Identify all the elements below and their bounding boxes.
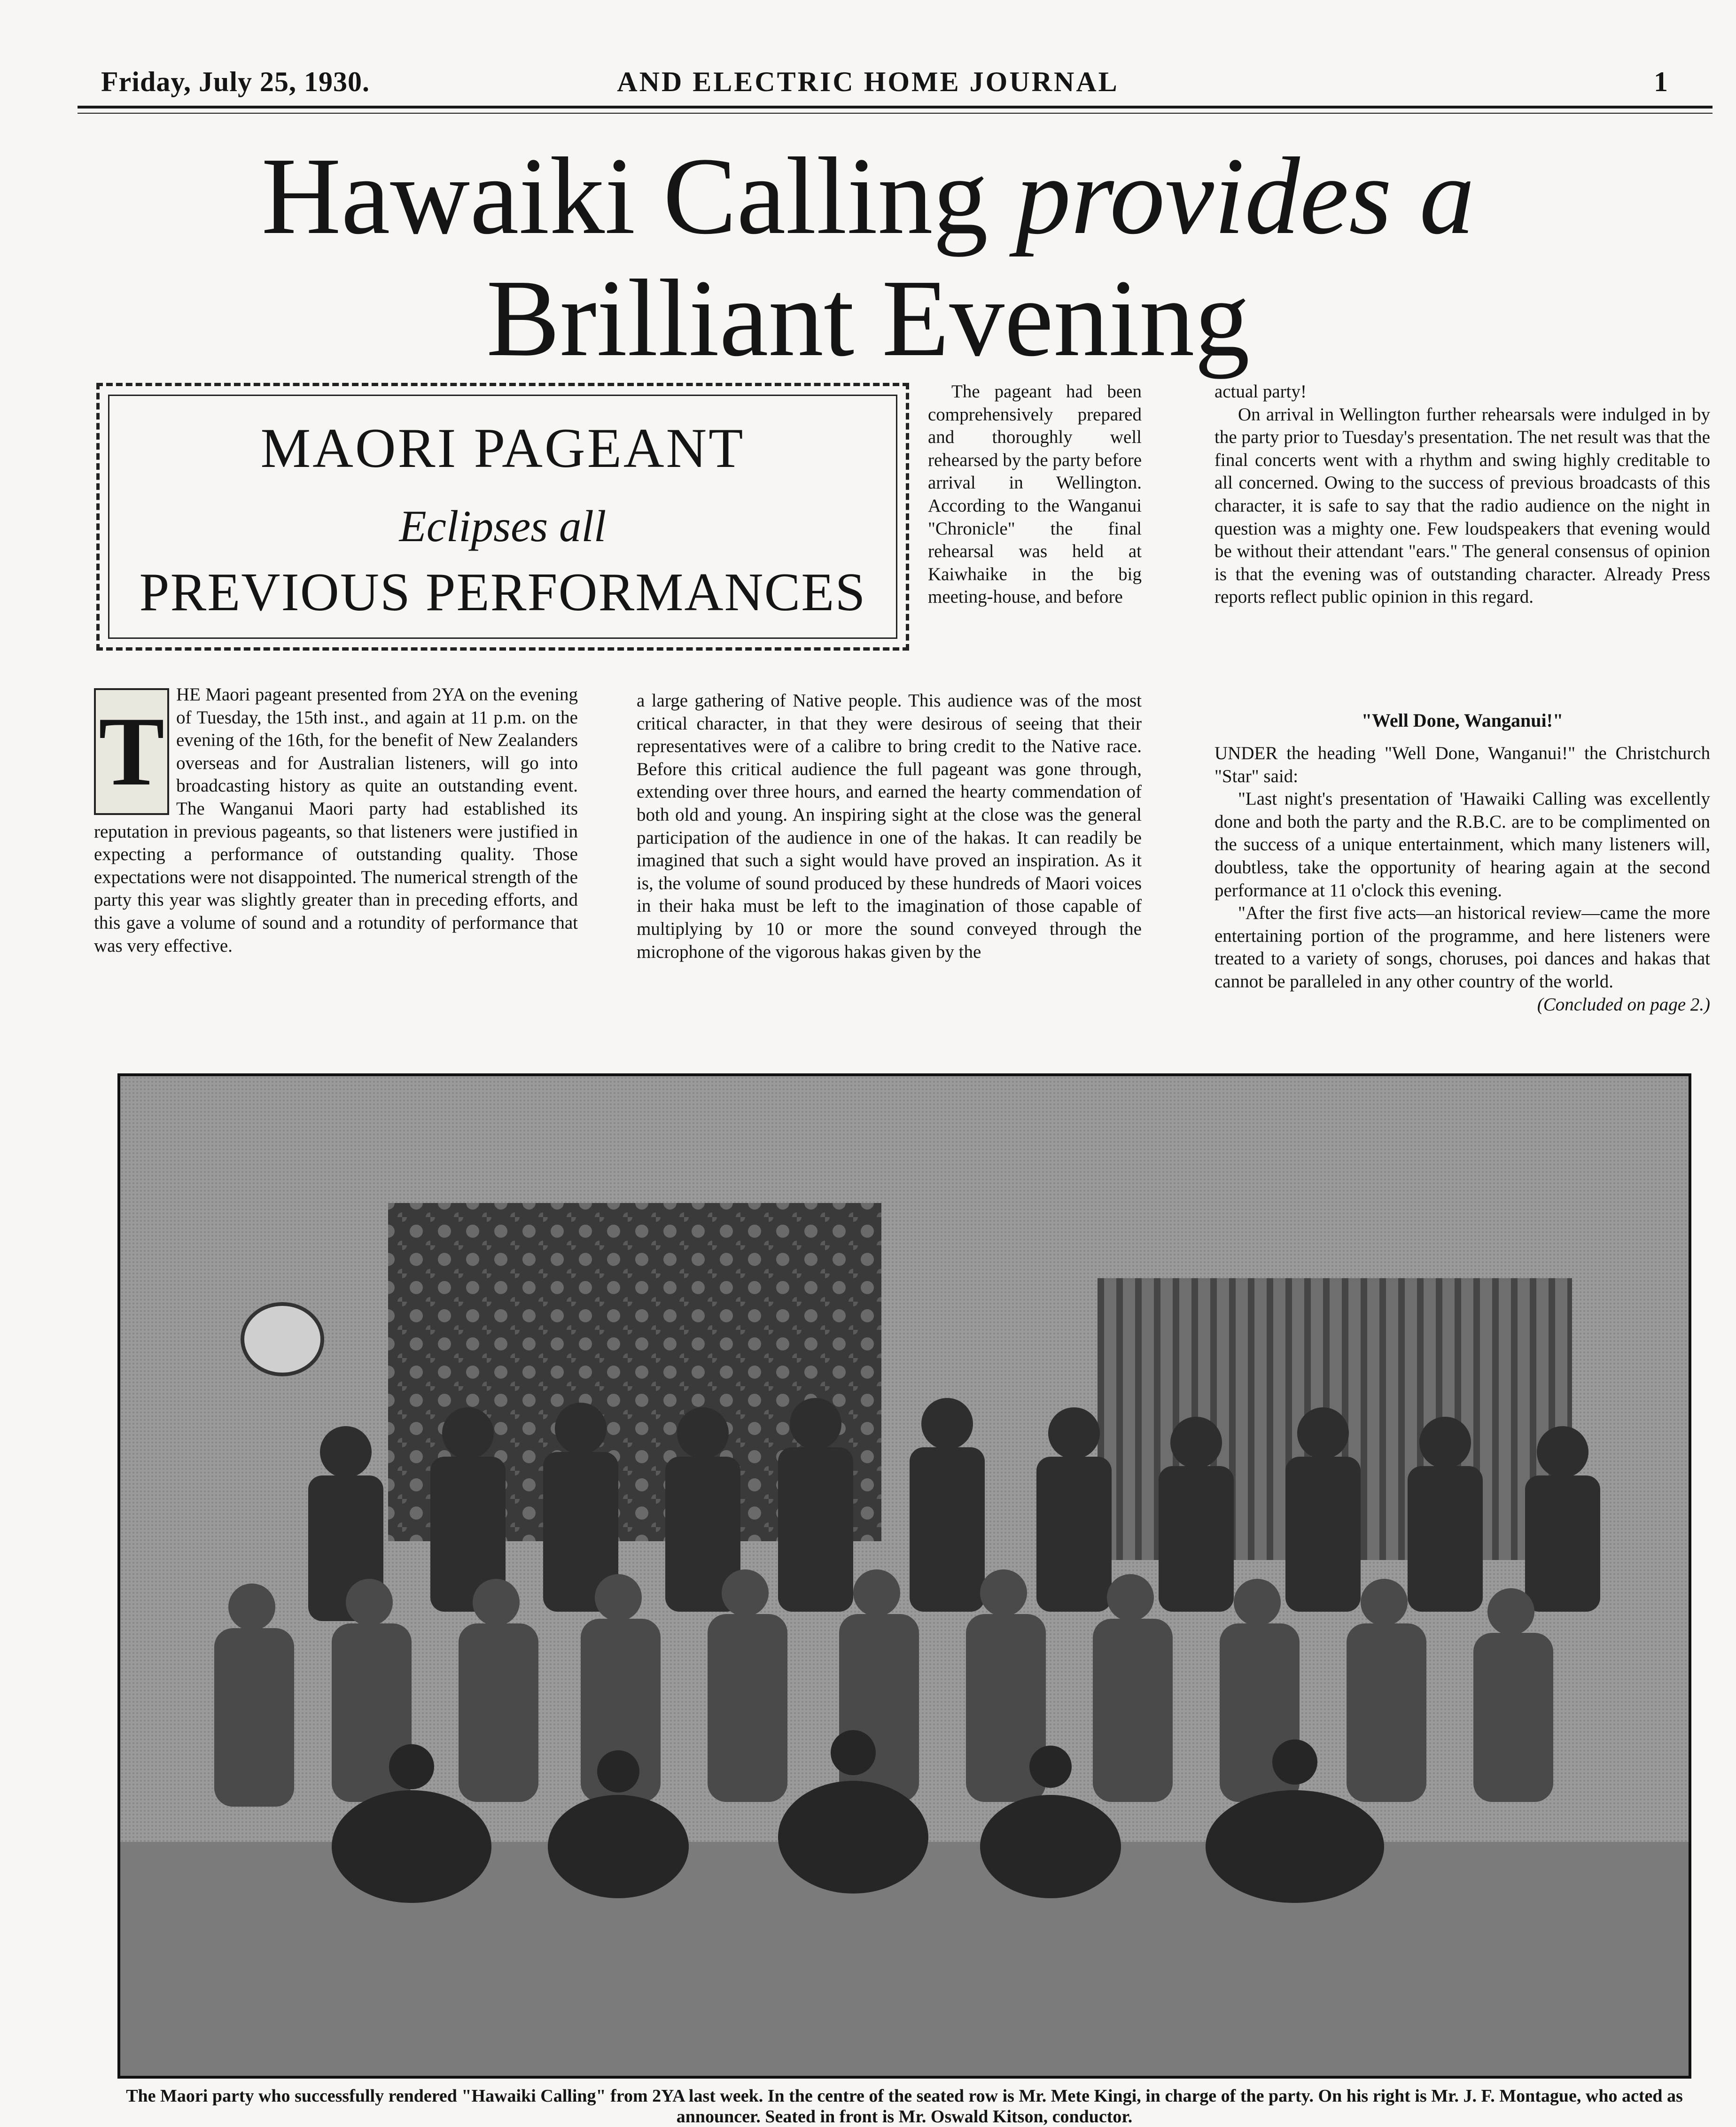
headline-line2: Brilliant Evening xyxy=(486,257,1250,379)
article-column-2-top xyxy=(928,380,1142,609)
headline-roman: Hawaiki Calling xyxy=(261,135,989,257)
continued-note: (Concluded on page 2.) xyxy=(1537,994,1710,1015)
photo-illustration xyxy=(120,1076,1689,2076)
header-rule-thin xyxy=(78,113,1713,114)
section-subheading: "Well Done, Wanganui!" xyxy=(1361,710,1564,731)
article-column-2-bottom xyxy=(637,690,1142,963)
page-number: 1 xyxy=(1654,66,1668,97)
column3-text-top: actual party! xyxy=(1214,381,1307,402)
issue-date: Friday, July 25, 1930. xyxy=(101,66,370,97)
column3-para5: "After the first five acts—an historical review—came the more entertaining portion of the programme, and here listeners were treated to a variety of songs, choruses, poi dances and hakas that cannot be paralleled in any other country of the world. xyxy=(1214,903,1710,992)
drop-cap-spacer xyxy=(94,683,176,817)
article-column-1 xyxy=(94,683,578,957)
wall-clock xyxy=(242,1304,322,1374)
article-column-3 xyxy=(1214,380,1710,609)
journal-name: AND ELECTRIC HOME JOURNAL xyxy=(617,66,1119,97)
photo-caption: The Maori party who successfully rendered "Hawaiki Calling" from 2YA last week. In the centre of the seated row is Mr. Mete Kingi, in charge of the party. On his right is Mr. J. F. Montague, who acted as announcer. Seated in front is Mr. Oswald Kitson, conductor. xyxy=(126,2086,1683,2127)
subhead-line3: PREVIOUS PERFORMANCES xyxy=(139,562,866,622)
subhead-line2: Eclipses all xyxy=(399,501,607,551)
subhead-line1: MAORI PAGEANT xyxy=(260,417,745,479)
column3-para3: UNDER the heading "Well Done, Wanganui!" the Christchurch "Star" said: xyxy=(1214,743,1710,786)
column3-para4: "Last night's presentation of 'Hawaiki Calling was excellently done and both the party and the R.B.C. are to be complimented on the success of a unique entertainment, which many listeners will, doubtless, take the opportunity of hearing again at the second performance at 11 o'clock this evening. xyxy=(1214,789,1710,900)
column2-text-top: The pageant had been comprehensively prepared and thoroughly well rehearsed by the party before arrival in Wellington. According to the Wanganui "Chronicle" the final rehearsal was held at Kaiwhaike in the big meeting-house, and before xyxy=(928,381,1142,607)
group-photograph xyxy=(117,1073,1691,2079)
header-rule xyxy=(78,106,1713,109)
drop-cap-letter: T xyxy=(98,697,165,806)
column3-para2: On arrival in Wellington further rehearsals were indulged in by the party prior to Tuesday's presentation. The net result was that the final concerts went with a rhythm and swing highly creditable to all concerned. Owing to the success of previous broadcasts of this character, it is safe to say that the radio audience on the night in question was a mighty one. Few loudspeakers that evening would be without their attendant "ears." The general consensus of opinion is that the evening was of outstanding character. Already Press reports reflect public opinion in this regard. xyxy=(1214,404,1710,607)
column2-text-bottom: a large gathering of Native people. This audience was of the most critical character, in that they were desirous of seeing that their representatives were of a calibre to bring credit to the Native race. Before this critical audience the full pageant was gone through, extending over three hours, and earned the hearty commendation of both old and young. An inspiring sight at the close was the general participation of the audience in one of the hakas. It can readily be imagined that such a sight would have proved an inspiration. As it is, the volume of sound produced by these hundreds of Maori voices in their haka must be left to the imagination of those capable of multiplying by 10 or more the sound conveyed through the microphone of the vigorous hakas given by the xyxy=(637,691,1142,962)
article-column-3-bottom xyxy=(1214,742,1710,1016)
headline-italic: provides a xyxy=(1015,135,1475,257)
column1-text: HE Maori pageant presented from 2YA on the evening of Tuesday, the 15th inst., and again at 11 p.m. on the evening of the 16th, for the benefit of New Zealanders overseas and for Australian listeners, will go into broadcasting history as quite an outstanding event. The Wanganui Maori party had established its reputation in previous pageants, so that listeners were justified in expecting a performance of outstanding quality. Those expectations were not disappointed. The numerical strength of the party this year was slightly greater than in preceding efforts, and this gave a volume of sound and a rotundity of performance that was very effective. xyxy=(94,684,578,956)
headline-line1 xyxy=(0,135,1736,257)
